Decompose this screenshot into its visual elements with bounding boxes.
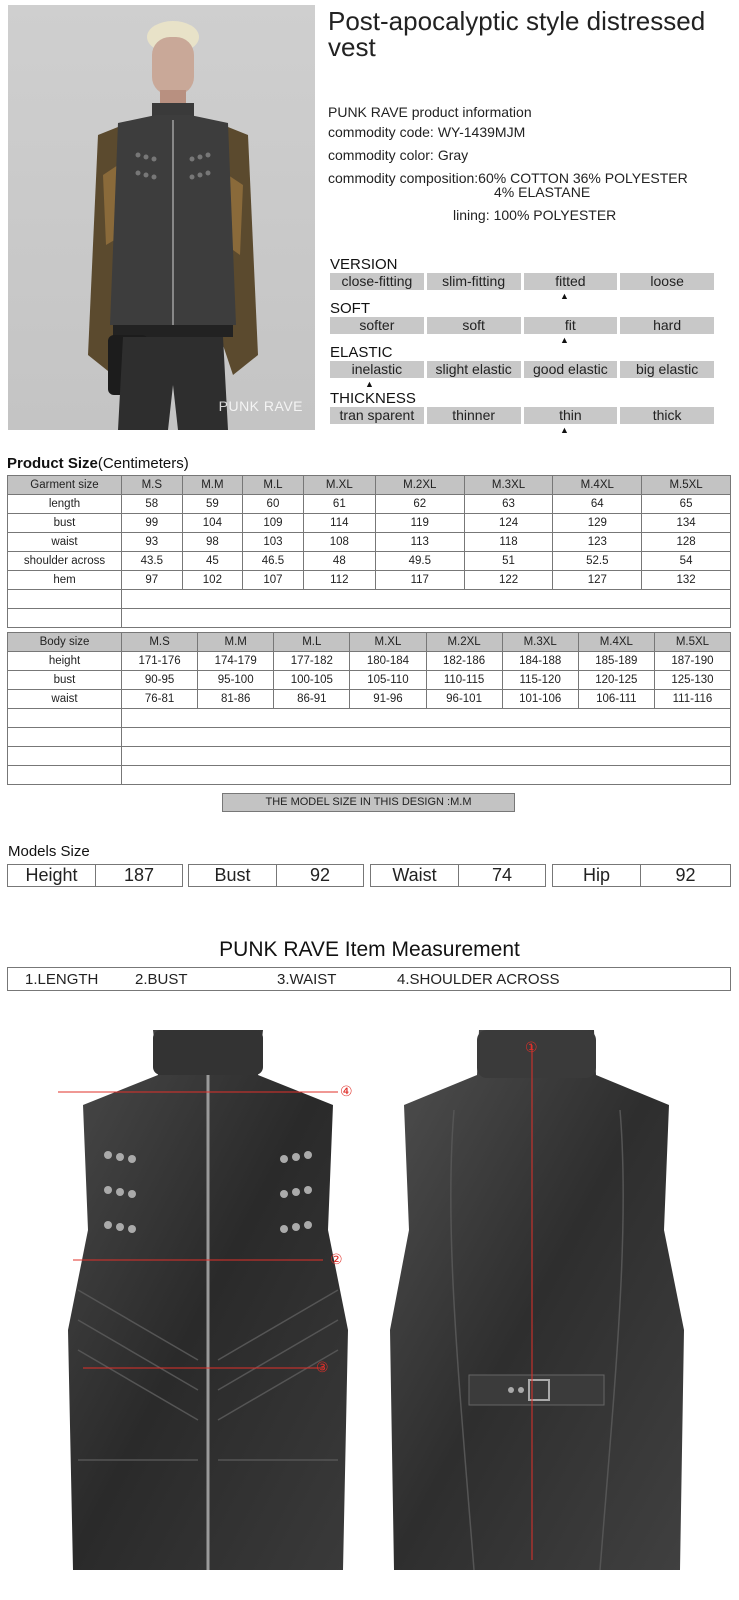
thickness-marker: ▲ (560, 425, 569, 435)
thickness-option: thinner (427, 407, 521, 424)
table-cell: 59 (182, 495, 243, 514)
elastic-option: slight elastic (427, 361, 521, 378)
version-option: slim-fitting (427, 273, 521, 290)
version-marker: ▲ (560, 291, 569, 301)
table-row (8, 533, 731, 552)
table-cell: 60 (243, 495, 304, 514)
table-header-cell: M.2XL (426, 633, 502, 652)
table-cell: 108 (303, 533, 375, 552)
commodity-code-value: WY-1439MJM (437, 124, 526, 140)
table-header-row (8, 476, 731, 495)
models-size-waist (370, 864, 546, 887)
table-row (8, 571, 731, 590)
table-cell: 117 (375, 571, 464, 590)
thickness-option: thin (524, 407, 618, 424)
table-cell (8, 728, 122, 747)
table-cell: waist (8, 533, 122, 552)
models-size-label: Hip (553, 865, 641, 886)
table-empty-row (8, 766, 731, 785)
table-cell (122, 590, 731, 609)
table-cell: 111-116 (654, 690, 730, 709)
table-cell: 177-182 (274, 652, 350, 671)
table-cell: 123 (553, 533, 642, 552)
table-cell: 180-184 (350, 652, 426, 671)
table-header-cell: Body size (8, 633, 122, 652)
table-cell: 46.5 (243, 552, 304, 571)
commodity-color-line (328, 147, 468, 163)
table-empty-row (8, 709, 731, 728)
table-cell: 124 (464, 514, 553, 533)
table-cell (122, 728, 731, 747)
measurement-item: 2.BUST (135, 971, 188, 988)
commodity-color-label: commodity color: (328, 147, 434, 163)
table-cell (8, 609, 122, 628)
thickness-scale (330, 407, 714, 424)
table-cell: 171-176 (122, 652, 198, 671)
lining-line (453, 207, 616, 223)
elastic-marker: ▲ (365, 379, 374, 389)
table-header-cell: Garment size (8, 476, 122, 495)
models-size-value: 74 (491, 865, 513, 885)
table-cell: 76-81 (122, 690, 198, 709)
table-cell: 62 (375, 495, 464, 514)
table-cell: 122 (464, 571, 553, 590)
measurement-item: 3.WAIST (277, 971, 337, 988)
vest-front-image (58, 1030, 358, 1590)
table-cell: 132 (642, 571, 731, 590)
elastic-option: inelastic (330, 361, 424, 378)
table-cell: 110-115 (426, 671, 502, 690)
elastic-option: big elastic (620, 361, 714, 378)
marker-1: ① (525, 1040, 538, 1056)
table-cell: 100-105 (274, 671, 350, 690)
soft-option: fit (524, 317, 618, 334)
product-size-unit: (Centimeters) (97, 455, 189, 472)
table-row (8, 495, 731, 514)
table-header-cell: M.4XL (553, 476, 642, 495)
table-cell: bust (8, 671, 122, 690)
table-cell: 109 (243, 514, 304, 533)
version-title: VERSION (330, 256, 398, 273)
table-row (8, 690, 731, 709)
measurement-item: 1.LENGTH (25, 971, 99, 988)
table-cell: 104 (182, 514, 243, 533)
table-cell: 90-95 (122, 671, 198, 690)
table-cell: 43.5 (122, 552, 183, 571)
table-cell: 115-120 (502, 671, 578, 690)
table-cell: 102 (182, 571, 243, 590)
table-header-cell: M.S (122, 476, 183, 495)
table-header-cell: M.3XL (502, 633, 578, 652)
commodity-composition-label: commodity composition: (328, 170, 479, 186)
table-cell: length (8, 495, 122, 514)
table-header-cell: M.3XL (464, 476, 553, 495)
models-size-label: Waist (371, 865, 459, 886)
table-cell: shoulder across (8, 552, 122, 571)
garment-size-table (7, 475, 731, 628)
table-header-cell: M.M (198, 633, 274, 652)
table-header-row (8, 633, 731, 652)
measurement-legend (7, 967, 731, 991)
table-cell: 113 (375, 533, 464, 552)
measurement-item: 4.SHOULDER ACROSS (397, 971, 560, 988)
table-cell: 114 (303, 514, 375, 533)
table-row (8, 652, 731, 671)
table-cell: height (8, 652, 122, 671)
table-cell (8, 766, 122, 785)
thickness-option: tran sparent (330, 407, 424, 424)
table-cell: 64 (553, 495, 642, 514)
table-cell: 49.5 (375, 552, 464, 571)
table-cell: 61 (303, 495, 375, 514)
table-cell: 127 (553, 571, 642, 590)
table-row (8, 552, 731, 571)
table-cell (122, 747, 731, 766)
table-header-cell: M.S (122, 633, 198, 652)
table-header-cell: M.XL (303, 476, 375, 495)
table-empty-row (8, 590, 731, 609)
thickness-title: THICKNESS (330, 390, 416, 407)
table-cell: 95-100 (198, 671, 274, 690)
commodity-color-value: Gray (437, 147, 469, 163)
table-cell: 91-96 (350, 690, 426, 709)
models-size-hip (552, 864, 731, 887)
soft-option: soft (427, 317, 521, 334)
photo-watermark: PUNK RAVE (218, 398, 303, 414)
product-size-heading (7, 455, 189, 472)
table-cell: 185-189 (578, 652, 654, 671)
vest-back-image (384, 1030, 690, 1580)
model-size-note: THE MODEL SIZE IN THIS DESIGN :M.M (222, 793, 515, 812)
soft-scale (330, 317, 714, 334)
table-cell (122, 609, 731, 628)
table-cell: 134 (642, 514, 731, 533)
table-cell: 51 (464, 552, 553, 571)
table-header-cell: M.L (274, 633, 350, 652)
table-cell: 184-188 (502, 652, 578, 671)
table-cell (122, 766, 731, 785)
table-cell: 187-190 (654, 652, 730, 671)
table-cell: 105-110 (350, 671, 426, 690)
table-row (8, 671, 731, 690)
version-option: fitted (524, 273, 618, 290)
table-empty-row (8, 728, 731, 747)
table-cell: 107 (243, 571, 304, 590)
table-header-cell: M.2XL (375, 476, 464, 495)
model-photo (8, 5, 315, 430)
table-cell: bust (8, 514, 122, 533)
table-header-cell: M.XL (350, 633, 426, 652)
table-cell: 54 (642, 552, 731, 571)
thickness-option: thick (620, 407, 714, 424)
version-scale (330, 273, 714, 290)
table-cell: 129 (553, 514, 642, 533)
table-cell: 86-91 (274, 690, 350, 709)
elastic-scale (330, 361, 714, 378)
table-cell (8, 747, 122, 766)
commodity-composition-value-2: 4% ELASTANE (494, 184, 591, 200)
table-cell: 99 (122, 514, 183, 533)
table-header-cell: M.L (243, 476, 304, 495)
models-size-heading: Models Size (8, 843, 90, 860)
commodity-composition-value-1: 60% COTTON 36% POLYESTER (478, 170, 688, 186)
table-cell: 58 (122, 495, 183, 514)
table-cell: 120-125 (578, 671, 654, 690)
table-header-cell: M.5XL (642, 476, 731, 495)
table-cell: hem (8, 571, 122, 590)
table-cell (8, 590, 122, 609)
table-cell: 106-111 (578, 690, 654, 709)
commodity-code-line (328, 124, 525, 140)
table-header-cell: M.M (182, 476, 243, 495)
table-cell: 112 (303, 571, 375, 590)
table-header-cell: M.4XL (578, 633, 654, 652)
table-header-cell: M.5XL (654, 633, 730, 652)
table-cell: 97 (122, 571, 183, 590)
table-cell: 118 (464, 533, 553, 552)
table-cell: 48 (303, 552, 375, 571)
lining-label: lining: (453, 207, 490, 223)
soft-option: hard (620, 317, 714, 334)
marker-2: ② (330, 1252, 343, 1268)
models-size-label: Bust (189, 865, 277, 886)
table-cell: 182-186 (426, 652, 502, 671)
table-cell: 93 (122, 533, 183, 552)
table-cell: 52.5 (553, 552, 642, 571)
table-cell: 101-106 (502, 690, 578, 709)
version-option: close-fitting (330, 273, 424, 290)
table-cell: 125-130 (654, 671, 730, 690)
measurement-heading: PUNK RAVE Item Measurement (219, 938, 520, 961)
elastic-title: ELASTIC (330, 344, 393, 361)
table-cell: 96-101 (426, 690, 502, 709)
table-cell: waist (8, 690, 122, 709)
table-empty-row (8, 747, 731, 766)
commodity-code-label: commodity code: (328, 124, 434, 140)
model-figure-illustration (78, 15, 268, 430)
soft-title: SOFT (330, 300, 370, 317)
product-size-title: Product Size (7, 455, 98, 472)
soft-marker: ▲ (560, 335, 569, 345)
models-size-height (7, 864, 183, 887)
table-cell: 45 (182, 552, 243, 571)
elastic-option: good elastic (524, 361, 618, 378)
table-cell: 63 (464, 495, 553, 514)
models-size-bust (188, 864, 364, 887)
models-size-value: 187 (123, 865, 155, 885)
table-cell: 65 (642, 495, 731, 514)
table-cell (122, 709, 731, 728)
brand-info-line: PUNK RAVE product information (328, 104, 532, 120)
models-size-label: Height (8, 865, 96, 886)
models-size-value: 92 (309, 865, 331, 885)
table-cell: 119 (375, 514, 464, 533)
table-cell (8, 709, 122, 728)
marker-3: ③ (316, 1360, 329, 1376)
table-cell: 98 (182, 533, 243, 552)
models-size-value: 92 (675, 865, 696, 885)
table-row (8, 514, 731, 533)
lining-value: 100% POLYESTER (493, 207, 617, 223)
version-option: loose (620, 273, 714, 290)
table-cell: 81-86 (198, 690, 274, 709)
product-title: Post-apocalyptic style distressed vest (328, 6, 706, 62)
table-cell: 128 (642, 533, 731, 552)
marker-4: ④ (340, 1084, 353, 1100)
table-cell: 103 (243, 533, 304, 552)
soft-option: softer (330, 317, 424, 334)
table-empty-row (8, 609, 731, 628)
table-cell: 174-179 (198, 652, 274, 671)
body-size-table (7, 632, 731, 785)
